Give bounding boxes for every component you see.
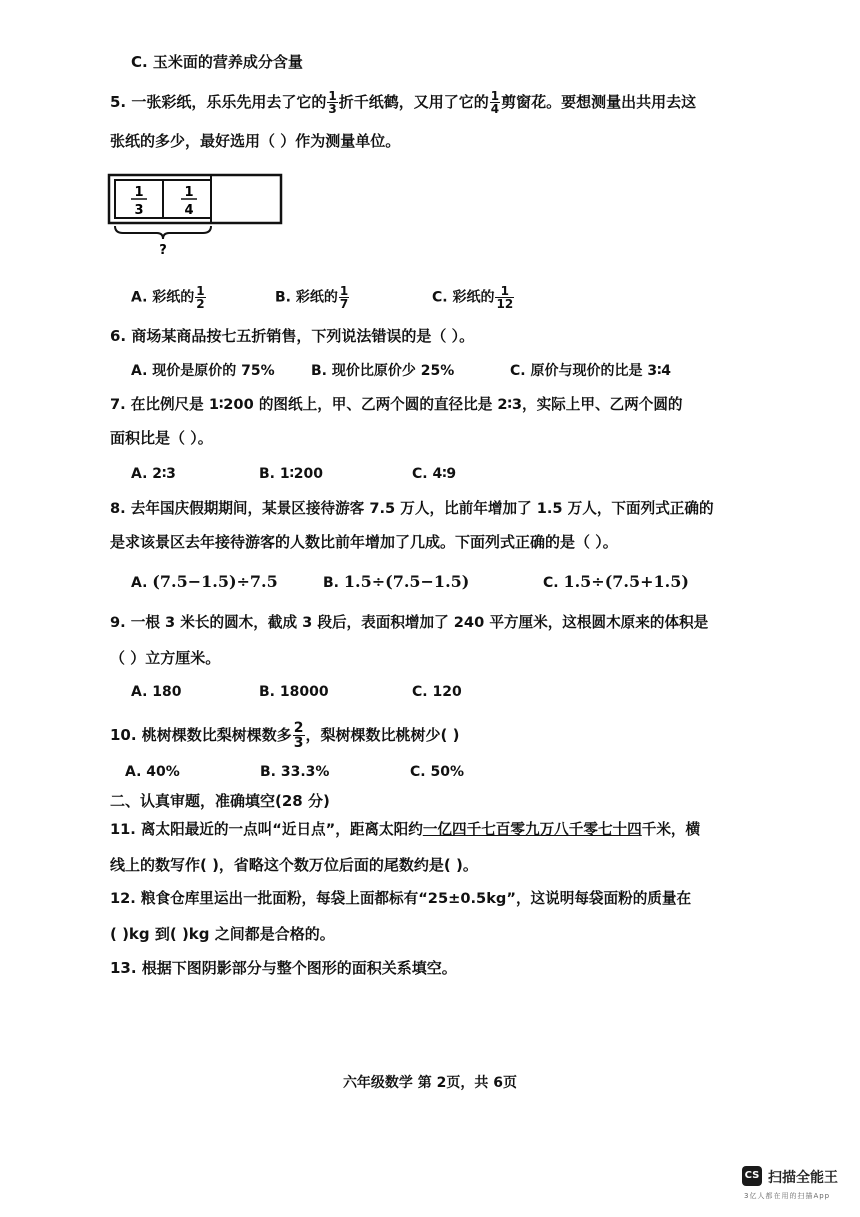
brace <box>115 226 211 239</box>
camscanner-tagline: 3亿人都在用的扫描App <box>744 1192 831 1200</box>
q10-text-b: ，梨树棵数比桃树少( ) <box>305 726 460 744</box>
q5-line2: 张纸的多少，最好选用（ ）作为测量单位。 <box>110 132 401 150</box>
q5-text-b: 折千纸鹤，又用了它的 <box>338 93 489 111</box>
q6-option-a: A. 现价是原价的 75% <box>131 363 275 379</box>
q5-frac-2 <box>490 90 500 115</box>
q8-option-b <box>323 572 469 593</box>
numerator: 1 <box>328 89 337 103</box>
q7-option-b: B. 1∶200 <box>259 466 323 482</box>
denominator: 7 <box>339 297 349 311</box>
q5-text-a: 5. 一张彩纸，乐乐先用去了它的 <box>110 93 327 111</box>
expression: 1.5÷(7.5−1.5) <box>343 572 470 591</box>
page-footer: 六年级数学 第 2页，共 6页 <box>342 1075 518 1091</box>
q13-stem: 13. 根据下图阴影部分与整个图形的面积关系填空。 <box>110 959 457 977</box>
label: A. <box>131 575 148 591</box>
q5-line1 <box>110 90 696 115</box>
cell1-denominator: 3 <box>134 203 144 218</box>
numerator: 1 <box>495 285 514 298</box>
q5-option-c <box>432 285 515 310</box>
q7-line1: 7. 在比例尺是 1∶200 的图纸上，甲、乙两个圆的直径比是 2∶3，实际上甲、乙两个圆的 <box>110 396 683 413</box>
label: B. <box>323 575 339 591</box>
label: A. 彩纸的 <box>131 289 195 306</box>
q9-option-c: C. 120 <box>412 684 462 700</box>
section-2-heading: 二、认真审题，准确填空(28 分) <box>110 792 330 810</box>
brace-question: ? <box>159 243 167 258</box>
label: C. 彩纸的 <box>432 289 495 306</box>
cell2-numerator: 1 <box>184 185 194 200</box>
camscanner-logo-icon: CS <box>742 1166 762 1186</box>
q10-option-c: C. 50% <box>410 764 464 780</box>
camscanner-name: 扫描全能王 <box>768 1170 838 1186</box>
q11-underlined-number: 一亿四千七百零九万八千零七十四 <box>422 821 642 838</box>
q7-line2: 面积比是（ ）。 <box>110 429 213 447</box>
q5-frac-1 <box>327 90 337 115</box>
cell1-numerator: 1 <box>134 185 144 200</box>
expression: (7.5−1.5)÷7.5 <box>152 572 278 591</box>
q8-option-a <box>131 572 278 593</box>
q10-line1 <box>110 721 459 750</box>
cell2-denominator: 4 <box>184 203 194 218</box>
q5-diagram <box>105 170 305 260</box>
q6-stem: 6. 商场某商品按七五折销售，下列说法错误的是（ ）。 <box>110 327 475 345</box>
numerator: 1 <box>339 284 349 298</box>
denominator: 4 <box>490 102 500 116</box>
q5-option-b <box>275 285 350 310</box>
q8-line2: 是求该景区去年接待游客的人数比前年增加了几成。下面列式正确的是（ ）。 <box>110 533 618 551</box>
q9-line1: 9. 一根 3 米长的圆木，截成 3 段后，表面积增加了 240 平方厘米，这根圆木原来的体积是 <box>110 614 709 631</box>
q10-option-a: A. 40% <box>125 764 180 780</box>
q11-text-b: 千米，横 <box>641 821 701 838</box>
denominator: 3 <box>293 735 304 751</box>
q11-line1 <box>110 820 700 840</box>
denominator: 2 <box>196 297 205 311</box>
frac <box>495 285 514 310</box>
denominator: 3 <box>328 102 337 116</box>
numerator: 2 <box>293 720 304 736</box>
q8-option-c <box>543 572 689 593</box>
q5-text-c: 剪窗花。要想测量出共用去这 <box>501 93 697 111</box>
q10-option-b: B. 33.3% <box>260 764 330 780</box>
q7-option-c: C. 4∶9 <box>412 466 457 482</box>
q9-line2: （ ）立方厘米。 <box>110 649 221 667</box>
q4-option-c: C. 玉米面的营养成分含量 <box>131 53 303 71</box>
q10-frac <box>293 721 305 750</box>
frac <box>195 285 205 310</box>
numerator: 1 <box>490 89 500 103</box>
q5-option-a <box>131 285 207 310</box>
q6-option-c: C. 原价与现价的比是 3∶4 <box>510 363 671 379</box>
q10-text-a: 10. 桃树棵数比梨树棵数多 <box>110 726 292 744</box>
q9-option-a: A. 180 <box>131 684 182 700</box>
label: C. <box>543 575 559 591</box>
q12-line1: 12. 粮食仓库里运出一批面粉，每袋上面都标有“25±0.5kg”，这说明每袋面粉的质量在 <box>110 890 692 907</box>
q7-option-a: A. 2∶3 <box>131 466 176 482</box>
q9-option-b: B. 18000 <box>259 684 329 700</box>
expression: 1.5÷(7.5+1.5) <box>563 572 689 591</box>
numerator: 1 <box>196 284 205 298</box>
denominator: 12 <box>496 297 514 311</box>
q8-line1: 8. 去年国庆假期期间，某景区接待游客 7.5 万人，比前年增加了 1.5 万人，下面列式正确的 <box>110 500 714 517</box>
label: B. 彩纸的 <box>275 289 338 306</box>
q12-line2: ( )kg 到( )kg 之间都是合格的。 <box>110 925 335 943</box>
q11-text-a: 11. 离太阳最近的一点叫“近日点”，距离太阳约 <box>110 821 423 838</box>
q6-option-b: B. 现价比原价少 25% <box>311 363 455 379</box>
frac <box>339 285 349 310</box>
q11-line2: 线上的数写作( )，省略这个数万位后面的尾数约是( )。 <box>110 856 478 874</box>
